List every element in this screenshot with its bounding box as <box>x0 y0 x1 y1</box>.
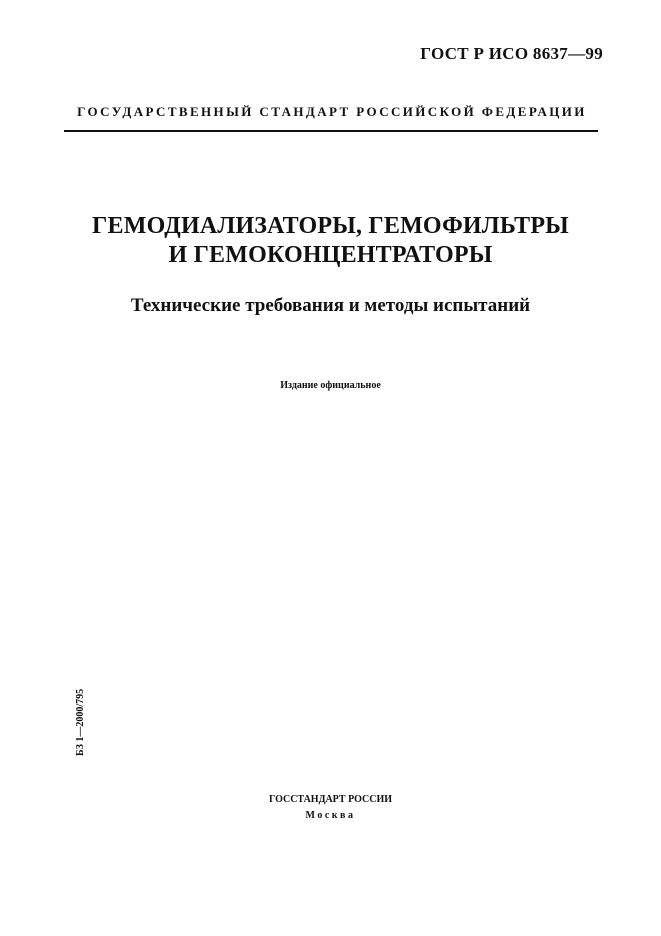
side-registration-code: БЗ 1—2000/795 <box>75 688 86 756</box>
document-subtitle: Технические требования и методы испытаний <box>130 295 531 316</box>
document-title <box>0 212 661 270</box>
publisher-city: Москва <box>305 810 356 821</box>
document-number: ГОСТ Р ИСО 8637—99 <box>420 44 603 63</box>
edition-label: Издание официальное <box>280 380 381 391</box>
header-divider <box>64 130 598 132</box>
title-line-2: И ГЕМОКОНЦЕНТРАТОРЫ <box>168 242 493 268</box>
organization-header: ГОСУДАРСТВЕННЫЙ СТАНДАРТ РОССИЙСКОЙ ФЕДЕРАЦИИ <box>77 104 587 119</box>
publisher-name: ГОССТАНДАРТ РОССИИ <box>268 794 393 805</box>
title-line-1: ГЕМОДИАЛИЗАТОРЫ, ГЕМОФИЛЬТРЫ <box>92 213 569 239</box>
